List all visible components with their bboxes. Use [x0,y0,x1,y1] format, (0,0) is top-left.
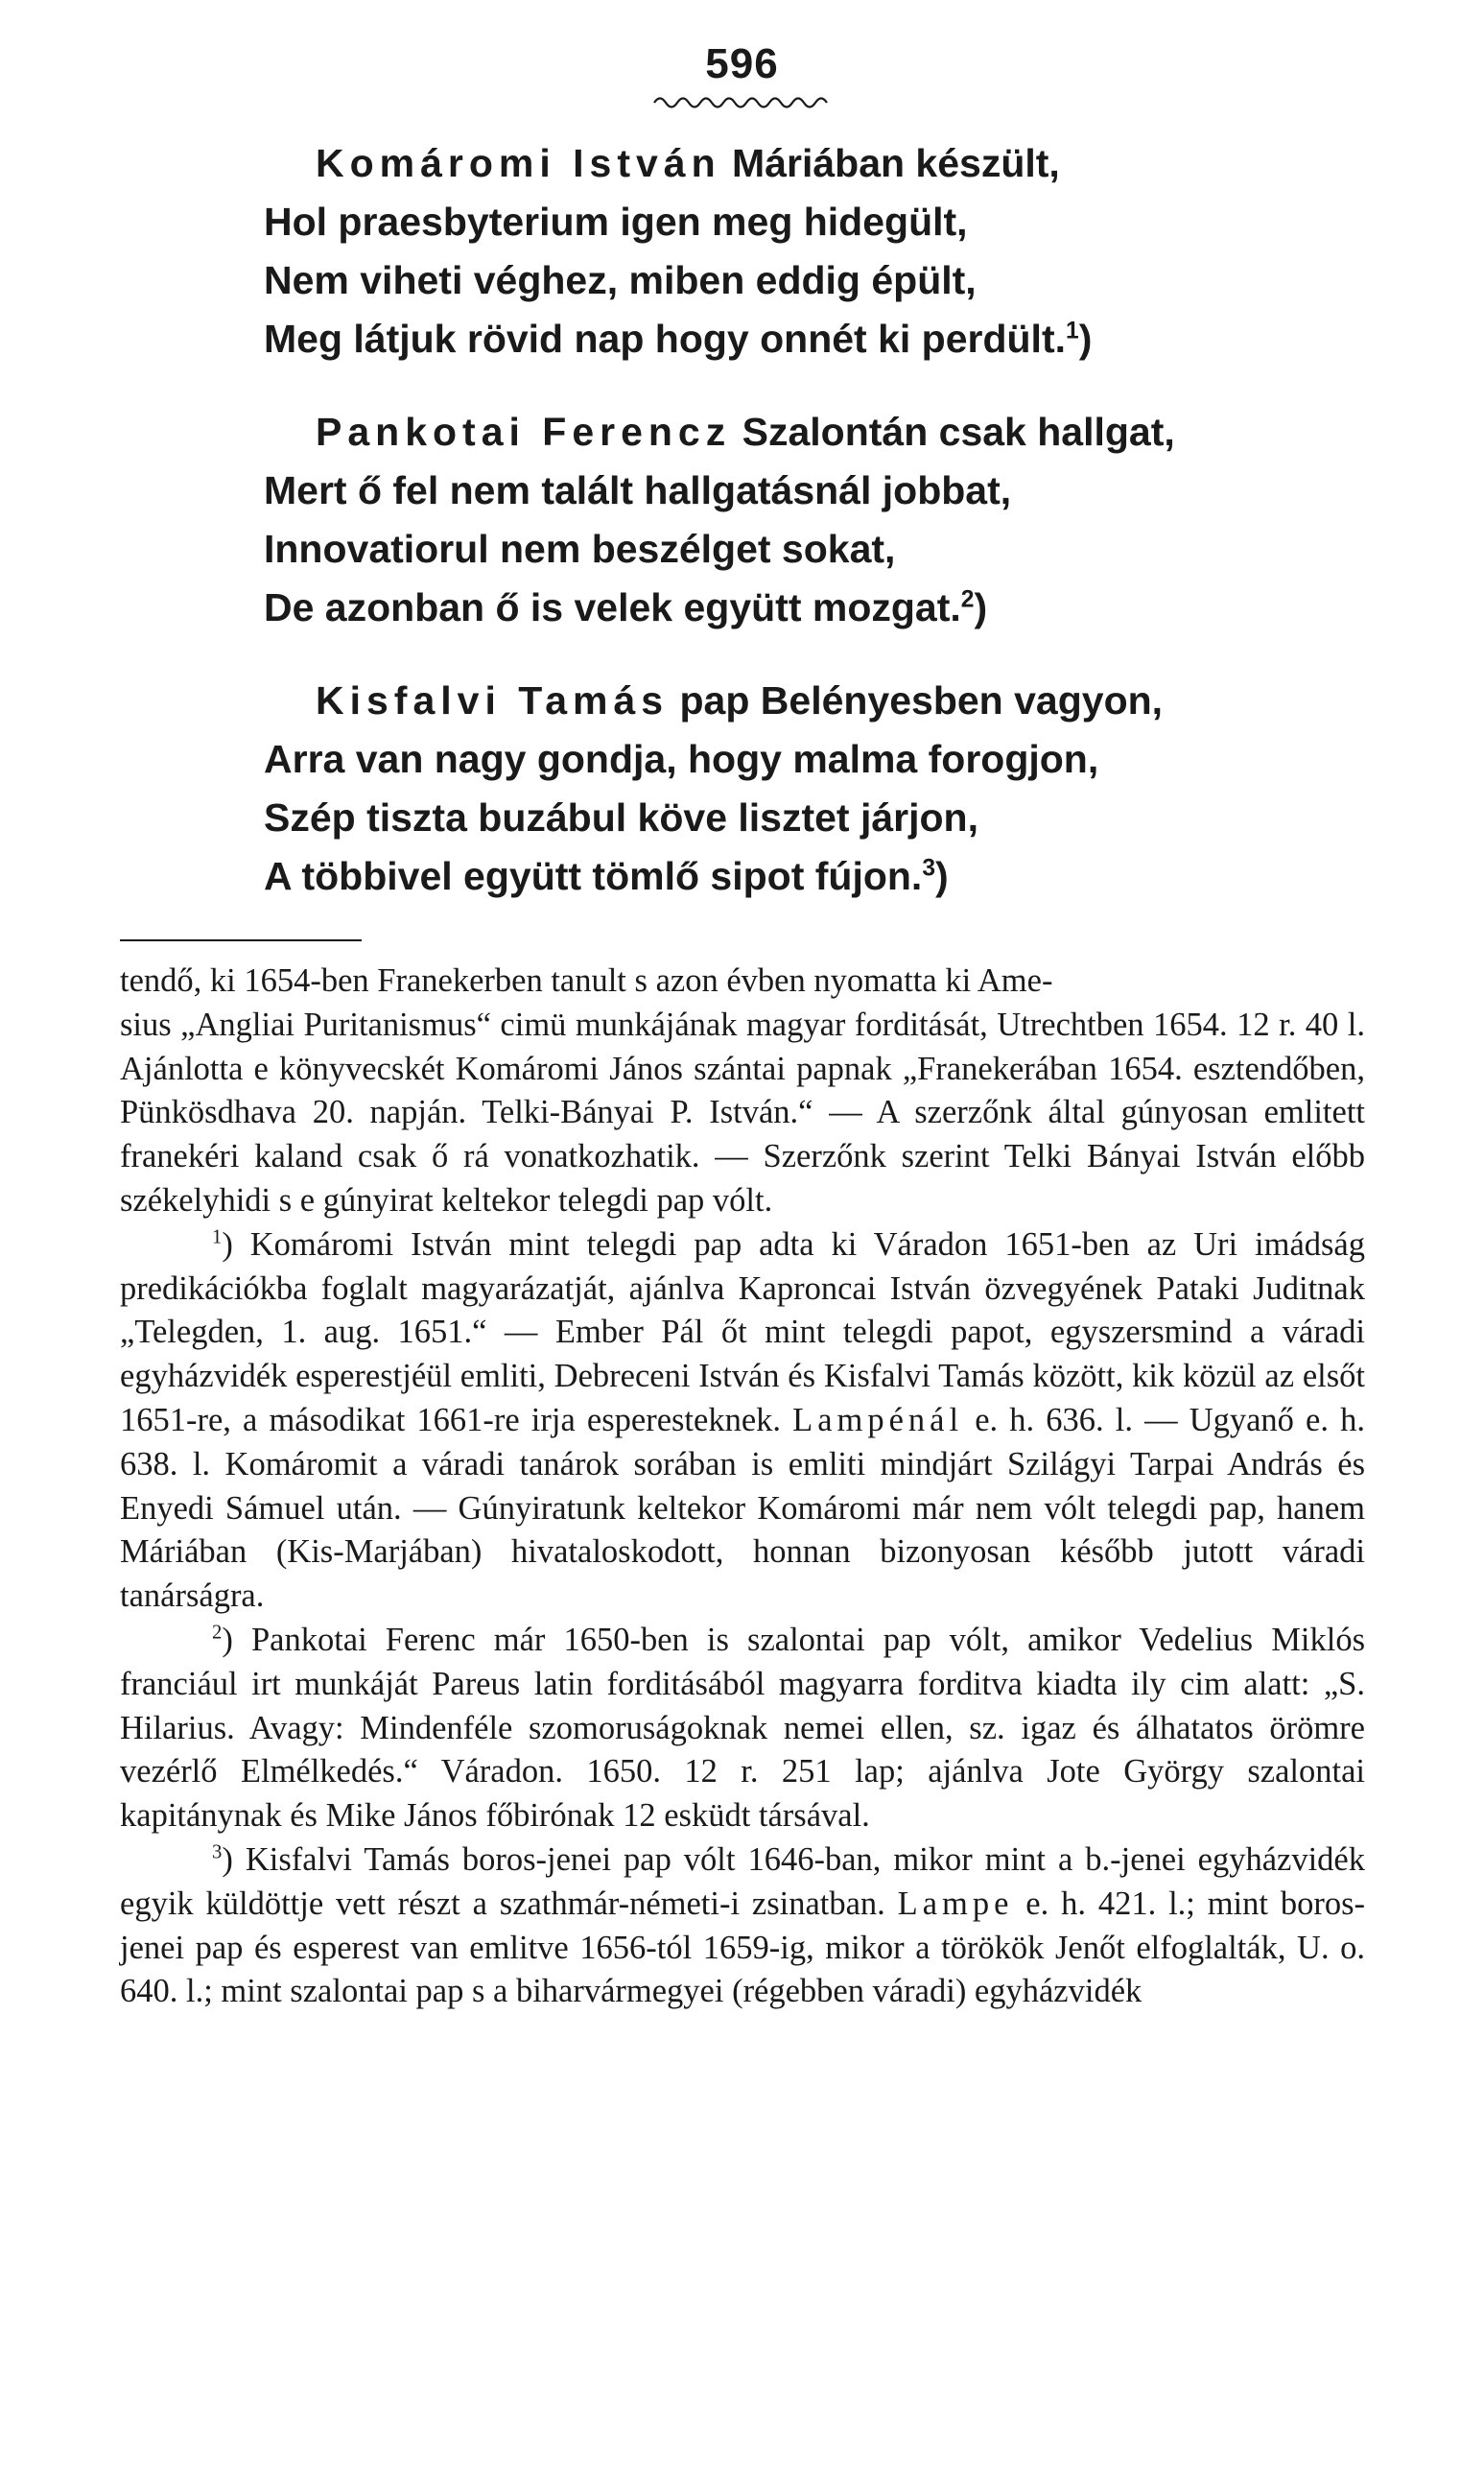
footnote-ref: 1 [1066,318,1079,344]
author-name: Lampe [897,1885,1014,1922]
verse-line: A többivel együtt tömlő sipot fújon.$^3$) [264,854,949,898]
verse-line: Kisfalvi Tamás pap Belényesben vagyon, [316,678,1164,723]
footnote-2: $^2$) Pankotai Ferenc már 1650-ben is szalontai pap vólt, amikor Vedelius Miklós franciául irt munkáját Pareus latin forditásából magyarra forditva kiadta ily cim alatt: „S. Hilarius. Avagy: Mindenféle szomoruságoknak nemei ellen, sz. igaz és álhatatos örömre vezérlő Elmélkedés.“ Váradon. 1650. 12 r. 251 lap; ajánlva Jote György szalontai kapitánynak és Mike János főbirónak 12 esküdt társával. [120,1621,1365,1835]
author-name: Lampénál [792,1401,964,1438]
poem [264,134,1300,940]
person-name: Pankotai Ferencz [316,410,732,454]
verse-line: Pankotai Ferencz Szalontán csak hallgat, [316,410,1175,454]
continuation-first-line: tendő, ki 1654-ben Franekerben tanult s azon évben nyomatta ki Ame- [120,962,1053,999]
verse-line: Hol praesbyterium igen meg hidegült, [264,200,968,244]
continuation-text: sius „Angliai Puritanismus“ cimü munkájának magyar forditását, Utrechtben 1654. 12 r. 40 l. Ajánlotta e könyvecskét Komáromi János szántai papnak „Franekerában 1654. esztendőben, Pünkösdhava 20. napján. Telki-Bányai P. István.“ — A szerzőnk által gúnyosan emlitett franekéri kaland csak ő rá vonatkozhatik. — Szerzőnk szerint Telki Bányai István előbb székelyhidi s e gúnyirat keltekor telegdi pap vólt. [120,1006,1365,1219]
footnote-marker: 1 [212,1226,223,1248]
verse-line: Meg látjuk rövid nap hogy onnét ki perdült.$^1$) [264,317,1093,361]
footnote-marker: 2 [212,1622,223,1644]
footnotes [120,960,1365,2014]
stanza [264,672,1300,906]
person-name: Kisfalvi Tamás [316,678,670,723]
wavy-ornament [652,92,835,113]
verse-line: Mert ő fel nem talált hallgatásnál jobbat, [264,468,1012,512]
footnote-ref: 2 [960,586,975,613]
stanza [264,403,1300,637]
footnote-marker: 3 [212,1841,223,1863]
verse-line: Szép tiszta buzábul köve lisztet járjon, [264,795,978,840]
verse-line: Nem viheti véghez, miben eddig épült, [264,258,977,302]
footnote-separator [120,939,362,941]
footnote-1: $^1$) Komáromi István mint telegdi pap adta ki Váradon 1651-ben az Uri imádság predikációkba foglalt magyarázatját, ajánlva Kaproncai István özvegyének Pataki Juditnak „Telegden, 1. aug. 1651.“ — Ember Pál őt mint telegdi papot, egyszersmind a váradi egyházvidék esperestjéül emliti, Debreceni István és Kisfalvi Tamás között, kik közül az elsőt 1651-re, a másodikat 1661-re irja esperesteknek. Lampénál e. h. 636. l. — Ugyanő e. h. 638. l. Komáromit a váradi tanárok sorában is emliti mindjárt Szilágyi Tarpai András és Enyedi Sámuel után. — Gúnyiratunk keltekor Komáromi már nem vólt telegdi pap, hanem Máriában (Kis-Marjában) hivataloskodott, honnan bizonyosan később jutott váradi tanárságra. [120,1225,1365,1615]
verse-line: Innovatiorul nem beszélget sokat, [264,527,896,571]
stanza [264,134,1300,368]
footnote-ref: 3 [922,855,935,882]
verse-line: Komáromi István Máriában készült, [316,141,1060,185]
footnote-3: $^3$) Kisfalvi Tamás boros-jenei pap vólt 1646-ban, mikor mint a b.-jenei egyházvidék egyik küldöttje vett részt a szathmár-németi-i zsinatban. Lampe e. h. 421. l.; mint boros-jenei pap és esperest van emlitve 1656-tól 1659-ig, mikor a törökök Jenőt elfoglalták, U. o. 640. l.; mint szalontai pap s a biharvármegyei (régebben váradi) egyházvidék [120,1840,1365,2010]
verse-line: De azonban ő is velek együtt mozgat.$^2$) [264,585,988,629]
verse-line: Arra van nagy gondja, hogy malma forogjon, [264,737,1099,781]
page-number: 596 [705,40,779,87]
person-name: Komáromi István [316,141,721,185]
